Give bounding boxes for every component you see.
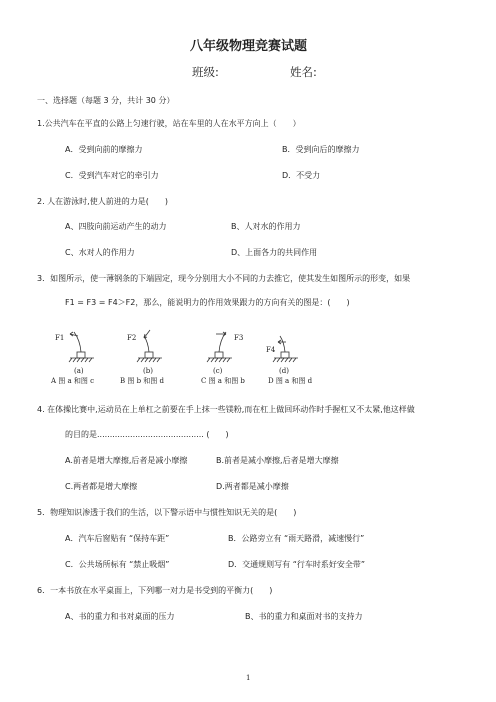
question-5-option-d: D．交通规则写有 “行车时系好安全带” bbox=[228, 560, 365, 569]
question-4-option-b: B.前者是减小摩擦,后者是增大摩擦 bbox=[216, 456, 339, 465]
panel-a-drawing bbox=[69, 332, 94, 362]
question-2-option-a: A、四肢向前运动产生的动力 bbox=[65, 222, 167, 231]
question-6-stem: 6．一本书放在水平桌面上，下列哪一对力是书受到的平衡力( ) bbox=[37, 586, 273, 595]
force-label-f1: F1 bbox=[55, 334, 65, 342]
section-heading: 一、选择题（每题 3 分，共计 30 分） bbox=[37, 96, 175, 105]
panel-label-d: (d) bbox=[279, 367, 289, 375]
figure-answer-c: C 图 a 和图 b bbox=[201, 377, 245, 385]
question-1-option-c: C．受到汽车对它的牵引力 bbox=[65, 171, 159, 180]
question-2-option-b: B、人对水的作用力 bbox=[231, 222, 301, 231]
question-4-stem-line-1: 4. 在体操比赛中,运动员在上单杠之前要在手上抹一些镁粉,而在杠上做回环动作时手握杠又不太紧,他这样做 bbox=[37, 405, 415, 414]
panel-b-drawing bbox=[137, 330, 162, 362]
panel-label-a: (a) bbox=[74, 367, 84, 375]
question-6-option-a: A、书的重力和书对桌面的压力 bbox=[65, 612, 175, 621]
question-6-option-b: B、书的重力和桌面对书的支持力 bbox=[245, 612, 363, 621]
name-label: 姓名: bbox=[290, 65, 317, 79]
figure-answer-d: D 图 a 和图 d bbox=[268, 377, 313, 385]
panel-label-c: (c) bbox=[213, 367, 223, 375]
panel-c-drawing bbox=[207, 332, 232, 362]
question-1-option-b: B．受到向后的摩擦力 bbox=[282, 145, 360, 154]
question-3-stem-line-1: 3．如图所示，使一薄钢条的下端固定，现今分别用大小不同的力去推它，使其发生如图所示的形变，如果 bbox=[37, 274, 411, 283]
question-5-option-a: A．汽车后窗贴有 “保持车距” bbox=[65, 534, 170, 543]
question-5-option-c: C．公共场所标有 “禁止吸烟” bbox=[65, 560, 170, 569]
question-5-option-b: B．公路旁立有 “雨天路滑，减速慢行” bbox=[228, 534, 365, 543]
question-2-stem: 2. 人在游泳时,使人前进的力是( ) bbox=[37, 197, 168, 206]
question-4-option-a: A.前者是增大摩擦,后者是减小摩擦 bbox=[65, 456, 188, 465]
question-2-option-d: D、上面各力的共同作用 bbox=[231, 248, 318, 257]
class-label: 班级: bbox=[192, 65, 219, 79]
panel-label-b: (b) bbox=[143, 367, 153, 375]
question-5-stem: 5．物理知识渗透于我们的生活，以下警示语中与惯性知识无关的是( ) bbox=[37, 508, 297, 517]
exam-title: 八年级物理竞赛试题 bbox=[190, 39, 308, 54]
question-1-option-a: A．受到向前的摩擦力 bbox=[65, 145, 143, 154]
question-2-option-c: C、水对人的作用力 bbox=[65, 248, 135, 257]
page-number: 1 bbox=[246, 674, 251, 682]
force-label-f3: F3 bbox=[234, 334, 244, 342]
question-4-option-c: C.两者都是增大摩擦 bbox=[65, 482, 138, 491]
steel-strip-figure bbox=[50, 322, 350, 370]
question-3-stem-line-2: F1 = F3 = F4＞F2，那么，能说明力的作用效果跟力的方向有关的图是：( ) bbox=[65, 298, 350, 307]
question-4-option-d: D.两者都是减小摩擦 bbox=[216, 482, 289, 491]
panel-d-drawing bbox=[273, 336, 298, 362]
question-1-stem: 1.公共汽车在平直的公路上匀速行驶，站在车里的人在水平方向上（ ） bbox=[37, 119, 301, 128]
force-label-f2: F2 bbox=[127, 334, 137, 342]
question-4-stem-line-2: 的目的是.......................................... ( ) bbox=[65, 430, 229, 439]
question-1-option-d: D．不受力 bbox=[282, 171, 321, 180]
figure-answer-b: B 图 b 和图 d bbox=[120, 377, 165, 385]
figure-answer-a: A 图 a 和图 c bbox=[51, 377, 95, 385]
force-label-f4: F4 bbox=[266, 346, 276, 354]
